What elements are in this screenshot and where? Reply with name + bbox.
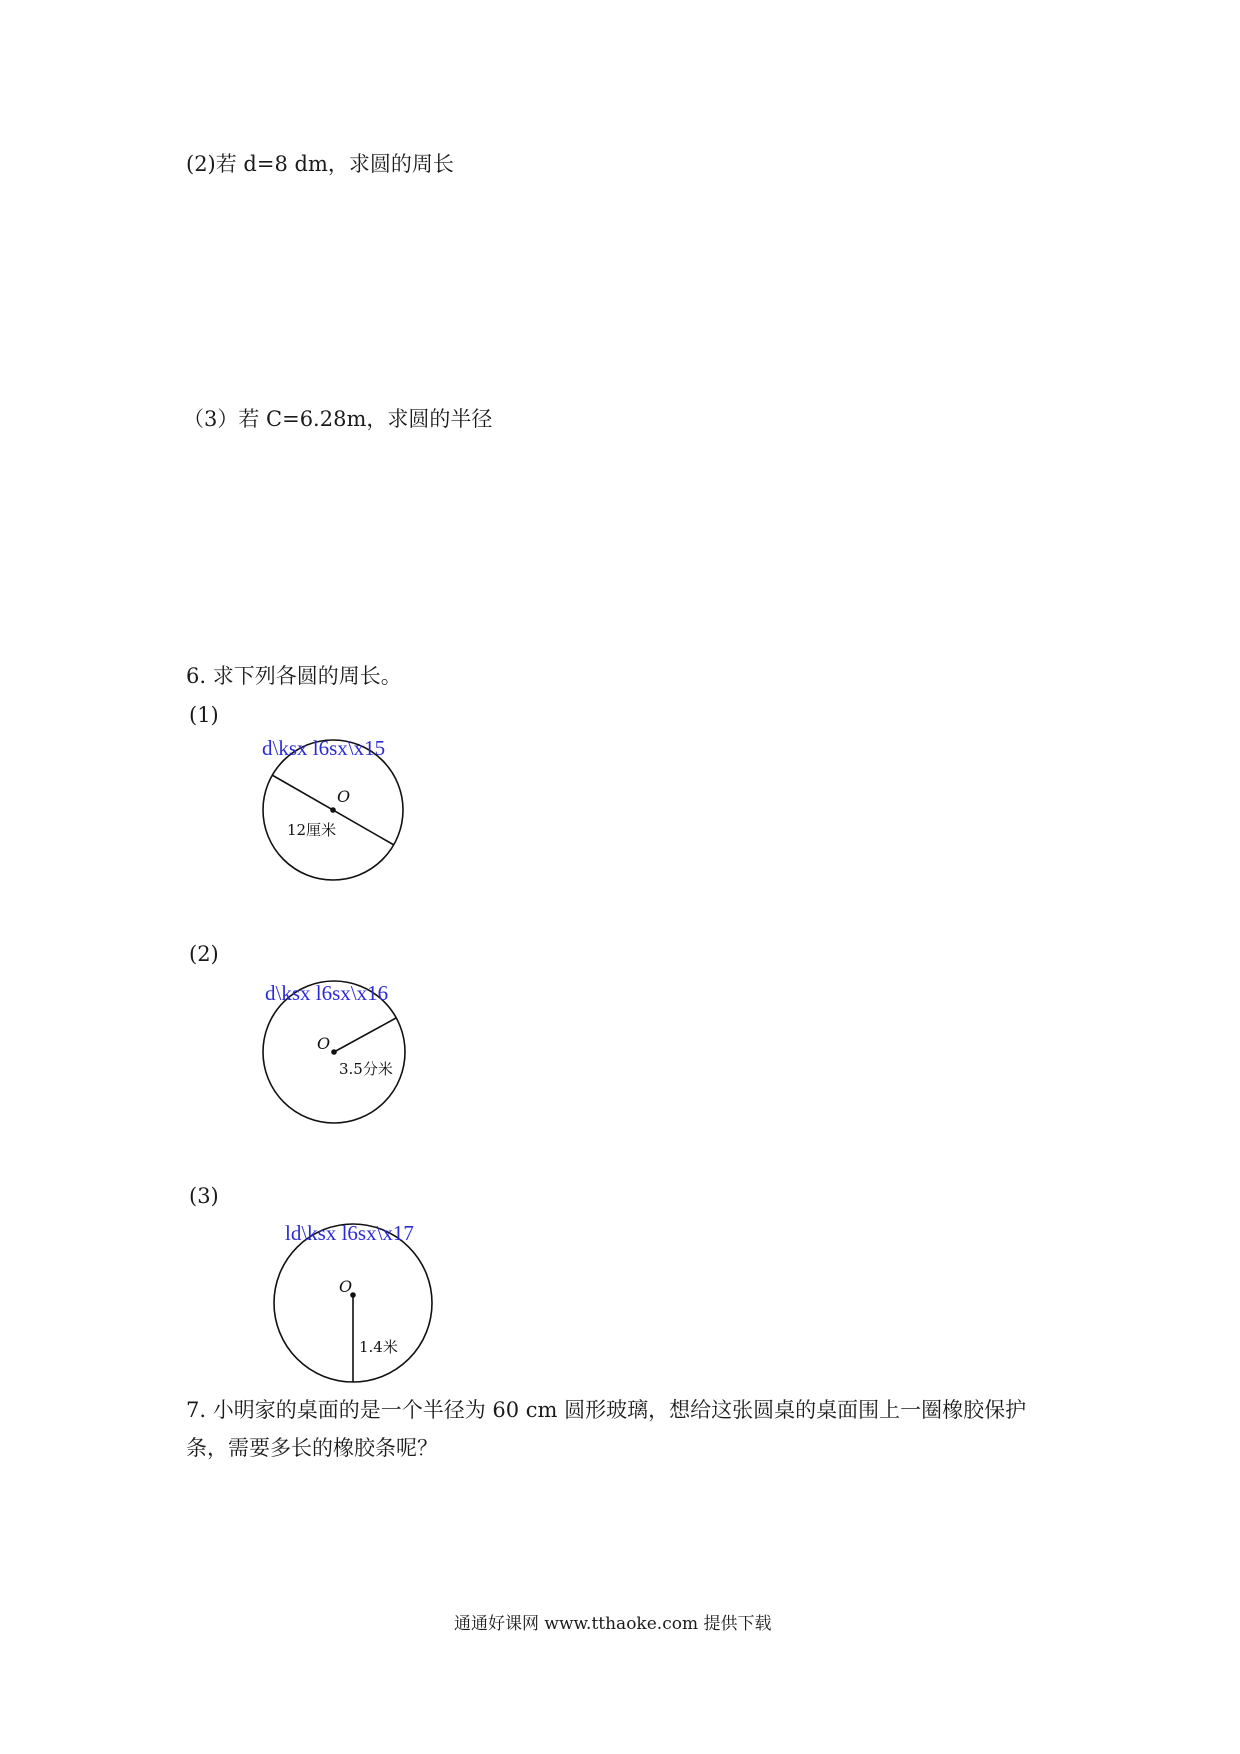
watermark-1: d\ksx l6sx\x15 bbox=[262, 736, 386, 760]
q5-part3-text: （3）若 C=6.28m，求圆的半径 bbox=[183, 407, 493, 431]
center-point-1 bbox=[330, 807, 336, 813]
q6-figure-3 bbox=[265, 1220, 445, 1390]
watermark-3: ld\ksx l6sx\x17 bbox=[285, 1221, 414, 1245]
measure-label-1: 12厘米 bbox=[287, 821, 337, 839]
q7-line2: 条，需要多长的橡胶条呢？ bbox=[186, 1436, 438, 1460]
center-label-2: O bbox=[317, 1034, 331, 1053]
q5-part2-text: (2)若 d=8 dm，求圆的周长 bbox=[186, 152, 454, 176]
q6-item3-number: (3) bbox=[189, 1184, 219, 1208]
center-point-2 bbox=[331, 1049, 337, 1055]
center-label-3: O bbox=[339, 1277, 353, 1296]
q6-figure-2 bbox=[255, 978, 415, 1128]
q6-title: 6. 求下列各圆的周长。 bbox=[186, 664, 402, 688]
center-label-1: O bbox=[337, 787, 351, 806]
measure-label-3: 1.4米 bbox=[359, 1338, 398, 1356]
q7-line1: 7. 小明家的桌面的是一个半径为 60 cm 圆形玻璃，想给这张圆桌的桌面围上一圈橡胶保护 bbox=[186, 1398, 1027, 1422]
q6-item2-number: (2) bbox=[189, 942, 219, 966]
q6-figure-1 bbox=[255, 736, 415, 885]
radius-line-2 bbox=[334, 1018, 396, 1052]
q6-item1-number: (1) bbox=[189, 703, 219, 727]
watermark-2: d\ksx l6sx\x16 bbox=[265, 981, 389, 1005]
measure-label-2: 3.5分米 bbox=[339, 1060, 393, 1078]
page-footer: 通通好课网 www.tthaoke.com 提供下载 bbox=[454, 1614, 772, 1634]
